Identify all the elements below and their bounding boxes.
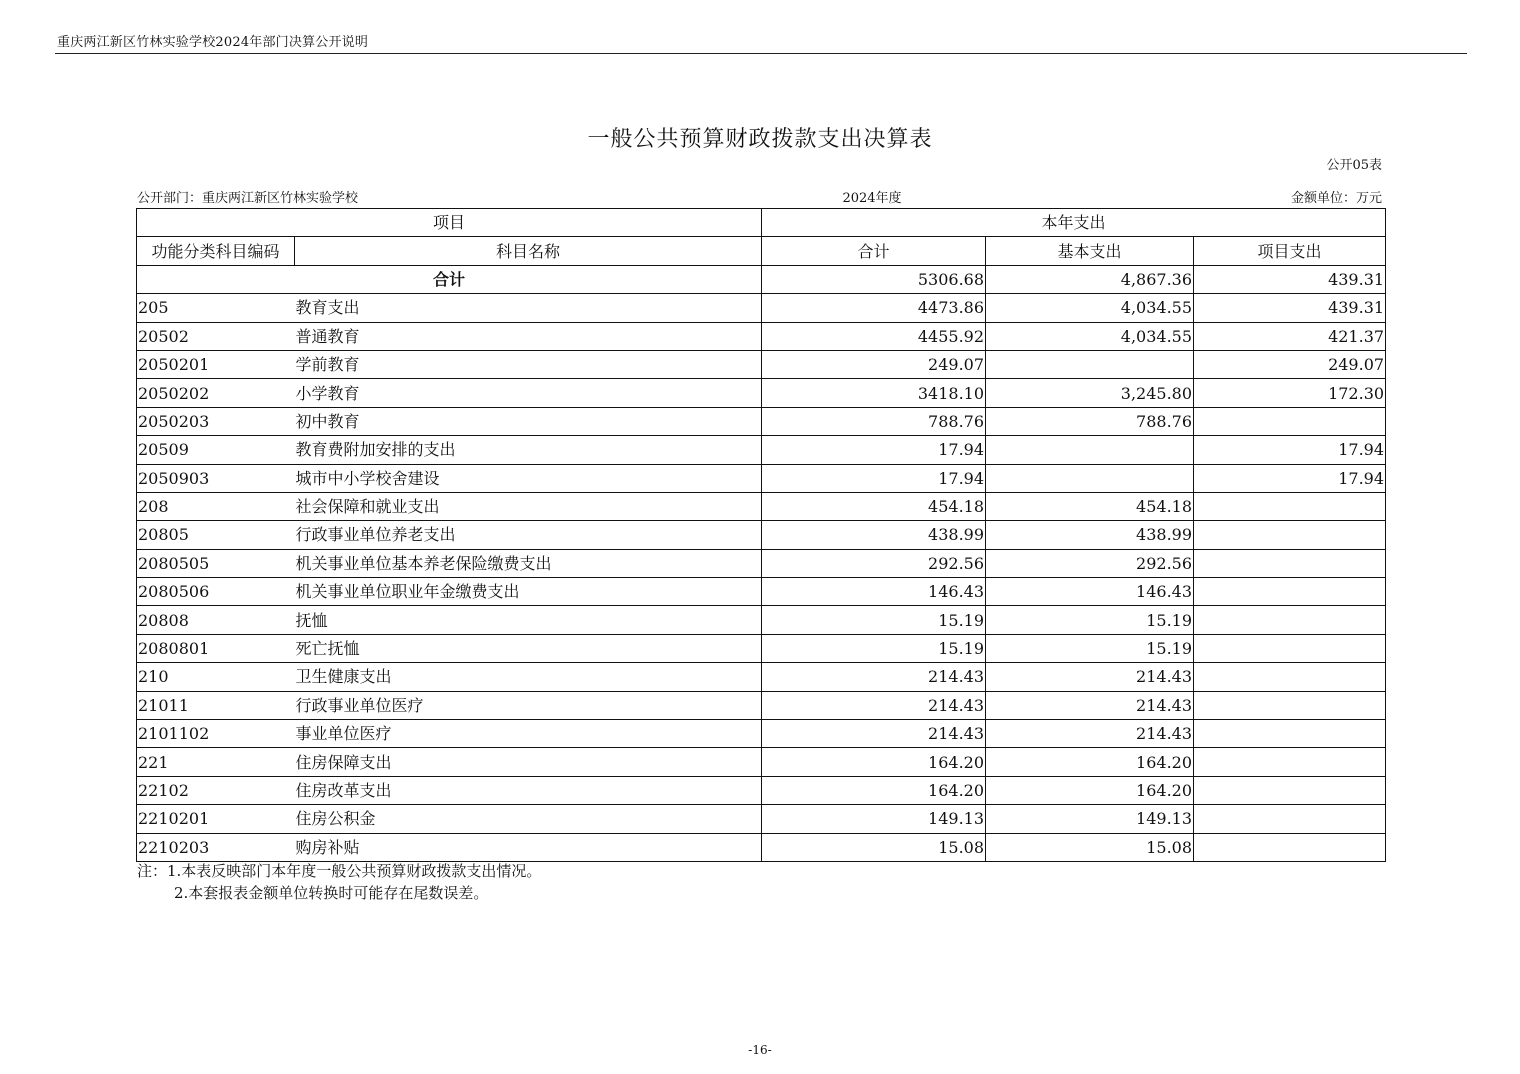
cell-code: 2080801 bbox=[137, 634, 295, 662]
cell-total: 149.13 bbox=[762, 805, 986, 833]
cell-name: 事业单位医疗 bbox=[295, 720, 762, 748]
cell-code: 2050202 bbox=[137, 379, 295, 407]
table-row bbox=[137, 492, 1386, 520]
cell-project bbox=[1194, 492, 1386, 520]
cell-name: 初中教育 bbox=[295, 407, 762, 435]
cell-basic: 214.43 bbox=[986, 691, 1194, 719]
total-row-basic: 4,867.36 bbox=[986, 265, 1194, 293]
group-header-item: 项目 bbox=[137, 209, 762, 237]
cell-name: 教育支出 bbox=[295, 294, 762, 322]
cell-name: 小学教育 bbox=[295, 379, 762, 407]
cell-code: 2050903 bbox=[137, 464, 295, 492]
cell-basic: 214.43 bbox=[986, 663, 1194, 691]
cell-code: 2050201 bbox=[137, 350, 295, 378]
cell-project: 421.37 bbox=[1194, 322, 1386, 350]
cell-code: 22102 bbox=[137, 776, 295, 804]
table-row bbox=[137, 805, 1386, 833]
cell-name: 卫生健康支出 bbox=[295, 663, 762, 691]
cell-name: 死亡抚恤 bbox=[295, 634, 762, 662]
cell-name: 行政事业单位医疗 bbox=[295, 691, 762, 719]
column-header-code: 功能分类科目编码 bbox=[137, 237, 295, 265]
cell-code: 2210201 bbox=[137, 805, 295, 833]
cell-project: 17.94 bbox=[1194, 464, 1386, 492]
cell-total: 15.19 bbox=[762, 634, 986, 662]
cell-project: 172.30 bbox=[1194, 379, 1386, 407]
cell-code: 2101102 bbox=[137, 720, 295, 748]
cell-code: 2080506 bbox=[137, 578, 295, 606]
cell-name: 行政事业单位养老支出 bbox=[295, 521, 762, 549]
cell-project bbox=[1194, 776, 1386, 804]
cell-basic: 15.08 bbox=[986, 833, 1194, 861]
note-line-2: 2.本套报表金额单位转换时可能存在尾数误差。 bbox=[174, 884, 489, 902]
cell-name: 普通教育 bbox=[295, 322, 762, 350]
cell-basic bbox=[986, 464, 1194, 492]
cell-total: 292.56 bbox=[762, 549, 986, 577]
cell-total: 164.20 bbox=[762, 776, 986, 804]
cell-basic: 454.18 bbox=[986, 492, 1194, 520]
table-row bbox=[137, 436, 1386, 464]
cell-code: 20502 bbox=[137, 322, 295, 350]
table-row bbox=[137, 464, 1386, 492]
cell-project: 17.94 bbox=[1194, 436, 1386, 464]
header-divider bbox=[55, 53, 1467, 54]
running-header: 重庆两江新区竹林实验学校2024年部门决算公开说明 bbox=[57, 35, 369, 50]
cell-total: 3418.10 bbox=[762, 379, 986, 407]
cell-name: 机关事业单位基本养老保险缴费支出 bbox=[295, 549, 762, 577]
cell-project bbox=[1194, 691, 1386, 719]
cell-name: 学前教育 bbox=[295, 350, 762, 378]
cell-project bbox=[1194, 663, 1386, 691]
cell-total: 146.43 bbox=[762, 578, 986, 606]
table-row bbox=[137, 379, 1386, 407]
total-row-total: 5306.68 bbox=[762, 265, 986, 293]
table-row bbox=[137, 720, 1386, 748]
total-row-project: 439.31 bbox=[1194, 265, 1386, 293]
cell-project bbox=[1194, 549, 1386, 577]
cell-code: 20808 bbox=[137, 606, 295, 634]
cell-project: 439.31 bbox=[1194, 294, 1386, 322]
table-meta bbox=[137, 187, 1382, 205]
cell-total: 15.08 bbox=[762, 833, 986, 861]
column-header-total: 合计 bbox=[762, 237, 986, 265]
cell-basic: 15.19 bbox=[986, 606, 1194, 634]
table-row bbox=[137, 294, 1386, 322]
cell-project bbox=[1194, 634, 1386, 662]
cell-code: 210 bbox=[137, 663, 295, 691]
cell-name: 购房补贴 bbox=[295, 833, 762, 861]
table-group-header-row bbox=[137, 209, 1386, 237]
cell-code: 20509 bbox=[137, 436, 295, 464]
cell-code: 208 bbox=[137, 492, 295, 520]
cell-name: 机关事业单位职业年金缴费支出 bbox=[295, 578, 762, 606]
table-row bbox=[137, 407, 1386, 435]
total-row bbox=[137, 265, 1386, 293]
cell-name: 住房保障支出 bbox=[295, 748, 762, 776]
note-line-1: 注：1.本表反映部门本年度一般公共预算财政拨款支出情况。 bbox=[137, 862, 542, 880]
cell-code: 2080505 bbox=[137, 549, 295, 577]
cell-basic: 146.43 bbox=[986, 578, 1194, 606]
page-number: -16- bbox=[748, 1043, 772, 1057]
cell-basic: 4,034.55 bbox=[986, 322, 1194, 350]
cell-name: 教育费附加安排的支出 bbox=[295, 436, 762, 464]
cell-name: 社会保障和就业支出 bbox=[295, 492, 762, 520]
cell-basic: 149.13 bbox=[986, 805, 1194, 833]
table-row bbox=[137, 549, 1386, 577]
table-row bbox=[137, 578, 1386, 606]
cell-basic: 438.99 bbox=[986, 521, 1194, 549]
cell-basic bbox=[986, 350, 1194, 378]
group-header-expense: 本年支出 bbox=[762, 209, 1386, 237]
cell-project bbox=[1194, 521, 1386, 549]
cell-code: 2210203 bbox=[137, 833, 295, 861]
total-row-label: 合计 bbox=[137, 265, 762, 293]
cell-basic: 164.20 bbox=[986, 776, 1194, 804]
table-row bbox=[137, 521, 1386, 549]
column-header-name: 科目名称 bbox=[295, 237, 762, 265]
table-row bbox=[137, 634, 1386, 662]
cell-total: 214.43 bbox=[762, 663, 986, 691]
cell-code: 221 bbox=[137, 748, 295, 776]
cell-project bbox=[1194, 833, 1386, 861]
expenditure-table bbox=[136, 208, 1386, 862]
cell-total: 17.94 bbox=[762, 436, 986, 464]
cell-basic: 4,034.55 bbox=[986, 294, 1194, 322]
cell-project bbox=[1194, 606, 1386, 634]
cell-total: 4455.92 bbox=[762, 322, 986, 350]
cell-basic bbox=[986, 436, 1194, 464]
cell-basic: 788.76 bbox=[986, 407, 1194, 435]
table-row bbox=[137, 322, 1386, 350]
cell-name: 住房改革支出 bbox=[295, 776, 762, 804]
table-row bbox=[137, 833, 1386, 861]
cell-basic: 214.43 bbox=[986, 720, 1194, 748]
cell-code: 20805 bbox=[137, 521, 295, 549]
cell-total: 438.99 bbox=[762, 521, 986, 549]
cell-name: 抚恤 bbox=[295, 606, 762, 634]
table-row bbox=[137, 663, 1386, 691]
cell-basic: 292.56 bbox=[986, 549, 1194, 577]
column-header-project: 项目支出 bbox=[1194, 237, 1386, 265]
cell-basic: 164.20 bbox=[986, 748, 1194, 776]
cell-total: 214.43 bbox=[762, 720, 986, 748]
table-column-header-row bbox=[137, 237, 1386, 265]
cell-code: 205 bbox=[137, 294, 295, 322]
cell-basic: 15.19 bbox=[986, 634, 1194, 662]
cell-total: 164.20 bbox=[762, 748, 986, 776]
cell-name: 城市中小学校舍建设 bbox=[295, 464, 762, 492]
cell-total: 15.19 bbox=[762, 606, 986, 634]
cell-total: 454.18 bbox=[762, 492, 986, 520]
page-title: 一般公共预算财政拨款支出决算表 bbox=[587, 127, 933, 152]
table-row bbox=[137, 350, 1386, 378]
cell-project bbox=[1194, 805, 1386, 833]
cell-basic: 3,245.80 bbox=[986, 379, 1194, 407]
cell-code: 21011 bbox=[137, 691, 295, 719]
cell-name: 住房公积金 bbox=[295, 805, 762, 833]
table-row bbox=[137, 691, 1386, 719]
table-row bbox=[137, 606, 1386, 634]
cell-project: 249.07 bbox=[1194, 350, 1386, 378]
cell-code: 2050203 bbox=[137, 407, 295, 435]
department-label: 公开部门：重庆两江新区竹林实验学校 bbox=[137, 191, 359, 206]
table-notes bbox=[137, 860, 541, 904]
table-row bbox=[137, 748, 1386, 776]
fiscal-year: 2024年度 bbox=[842, 191, 902, 206]
cell-project bbox=[1194, 748, 1386, 776]
cell-total: 214.43 bbox=[762, 691, 986, 719]
cell-total: 249.07 bbox=[762, 350, 986, 378]
cell-total: 788.76 bbox=[762, 407, 986, 435]
amount-unit: 金额单位：万元 bbox=[1290, 191, 1382, 206]
table-number: 公开05表 bbox=[1326, 158, 1382, 173]
column-header-basic: 基本支出 bbox=[986, 237, 1194, 265]
cell-project bbox=[1194, 720, 1386, 748]
cell-total: 4473.86 bbox=[762, 294, 986, 322]
cell-project bbox=[1194, 407, 1386, 435]
table-row bbox=[137, 776, 1386, 804]
cell-total: 17.94 bbox=[762, 464, 986, 492]
cell-project bbox=[1194, 578, 1386, 606]
